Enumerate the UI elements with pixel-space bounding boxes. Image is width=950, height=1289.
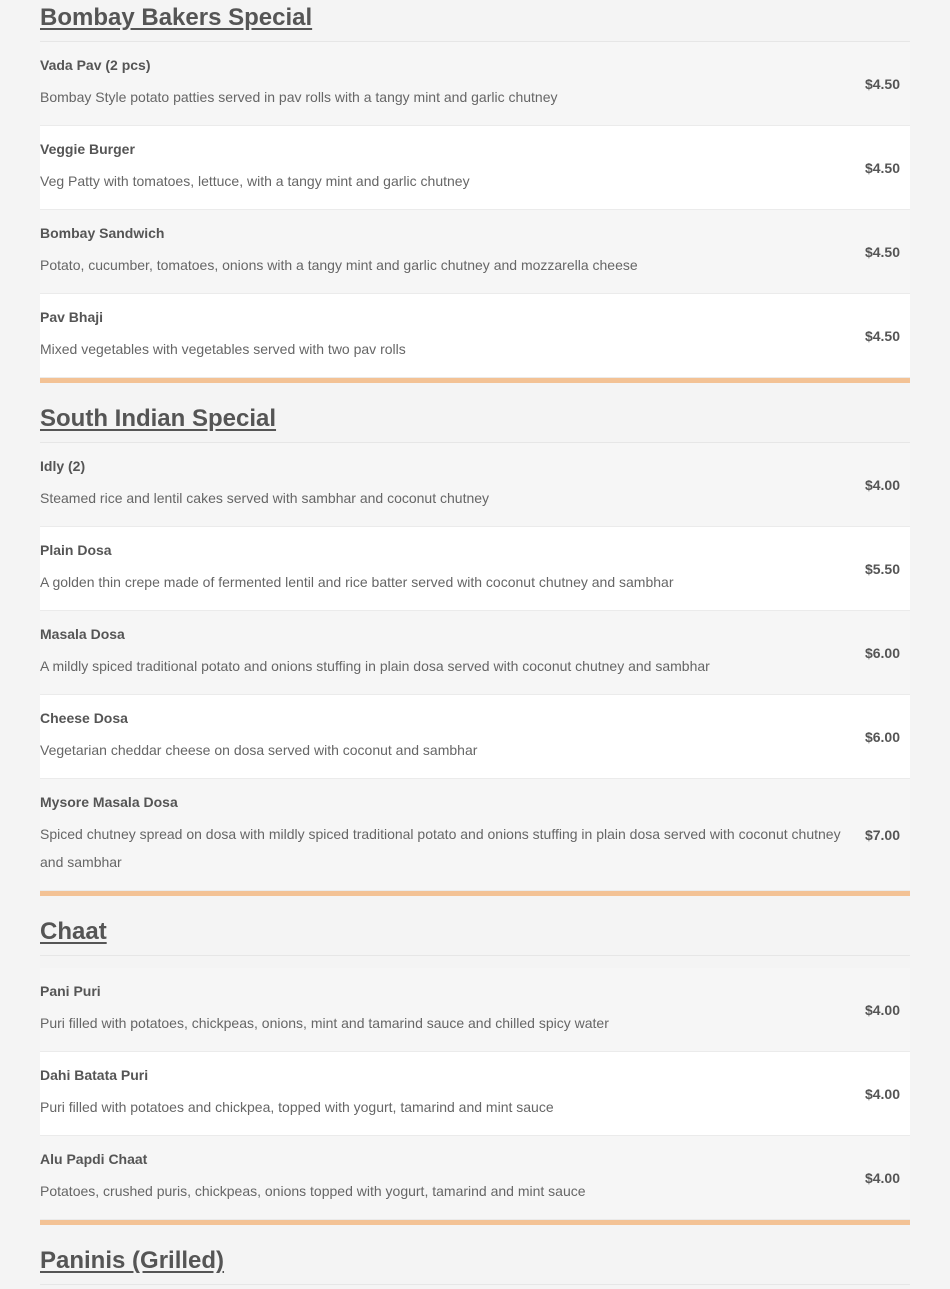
item-price: $4.00 <box>864 1085 900 1102</box>
item-price: $5.50 <box>864 560 900 577</box>
section-title: Paninis (Grilled) <box>40 1237 910 1285</box>
item-description: A mildly spiced traditional potato and onions stuffing in plain dosa served with coconut chutney and sambhar <box>40 658 710 674</box>
item-price: $4.00 <box>864 476 900 493</box>
item-text <box>40 793 865 876</box>
item-text <box>40 56 865 111</box>
menu-item[interactable] <box>40 1052 910 1136</box>
item-text <box>40 457 865 512</box>
item-description: Mixed vegetables with vegetables served with two pav rolls <box>40 341 406 357</box>
item-name: Plain Dosa <box>40 542 112 558</box>
item-description: Potato, cucumber, tomatoes, onions with a tangy mint and garlic chutney and mozzarella cheese <box>40 257 638 273</box>
item-name: Pav Bhaji <box>40 309 104 325</box>
item-name: Veggie Burger <box>40 141 135 157</box>
item-description: Steamed rice and lentil cakes served with sambhar and coconut chutney <box>40 490 490 506</box>
item-description: Puri filled with potatoes and chickpea, topped with yogurt, tamarind and mint sauce <box>40 1099 554 1115</box>
menu-items <box>40 443 910 891</box>
menu-items <box>40 42 910 378</box>
item-name: Masala Dosa <box>40 626 125 642</box>
item-text <box>40 982 865 1037</box>
item-description: Potatoes, crushed puris, chickpeas, onions topped with yogurt, tamarind and mint sauce <box>40 1183 586 1199</box>
item-text <box>40 625 865 680</box>
menu-item[interactable] <box>40 611 910 695</box>
item-name: Alu Papdi Chaat <box>40 1151 148 1167</box>
section-south-indian-special <box>40 395 910 908</box>
item-name: Idly (2) <box>40 458 86 474</box>
menu-item[interactable] <box>40 126 910 210</box>
item-price: $6.00 <box>864 728 900 745</box>
menu-item[interactable] <box>40 968 910 1052</box>
menu-item[interactable] <box>40 1136 910 1220</box>
section-gap <box>40 896 910 908</box>
item-description: Bombay Style potato patties served in pav rolls with a tangy mint and garlic chutney <box>40 89 558 105</box>
section-gap <box>40 1225 910 1237</box>
item-text <box>40 140 865 195</box>
item-price: $7.00 <box>864 826 900 843</box>
item-description: Vegetarian cheddar cheese on dosa served with coconut and sambhar <box>40 742 478 758</box>
item-price: $4.00 <box>864 1169 900 1186</box>
item-name: Mysore Masala Dosa <box>40 794 178 810</box>
item-price: $6.00 <box>864 644 900 661</box>
section-bombay-bakers-special <box>40 0 910 395</box>
item-description: A golden thin crepe made of fermented lentil and rice batter served with coconut chutney and sambhar <box>40 574 674 590</box>
section-gap <box>40 383 910 395</box>
menu-item[interactable] <box>40 294 910 378</box>
menu-item[interactable] <box>40 695 910 779</box>
menu-item[interactable] <box>40 210 910 294</box>
section-title: South Indian Special <box>40 395 910 443</box>
item-name: Bombay Sandwich <box>40 225 165 241</box>
section-title: Bombay Bakers Special <box>40 0 910 42</box>
section-title: Chaat <box>40 908 910 956</box>
item-price: $4.00 <box>864 1001 900 1018</box>
item-price: $4.50 <box>864 327 900 344</box>
section-paninis-grilled <box>40 1237 910 1285</box>
section-chaat <box>40 908 910 1237</box>
item-text <box>40 1150 865 1205</box>
menu <box>40 0 910 1285</box>
item-text <box>40 1066 865 1121</box>
item-text <box>40 224 865 279</box>
item-description: Veg Patty with tomatoes, lettuce, with a tangy mint and garlic chutney <box>40 173 470 189</box>
item-text <box>40 709 865 764</box>
item-description: Puri filled with potatoes, chickpeas, onions, mint and tamarind sauce and chilled spicy water <box>40 1015 609 1031</box>
menu-item[interactable] <box>40 443 910 527</box>
item-name: Cheese Dosa <box>40 710 128 726</box>
menu-item[interactable] <box>40 42 910 126</box>
menu-item[interactable] <box>40 527 910 611</box>
item-text <box>40 308 865 363</box>
menu-items <box>40 968 910 1220</box>
section-gap <box>40 956 910 968</box>
item-name: Pani Puri <box>40 983 101 999</box>
item-price: $4.50 <box>864 159 900 176</box>
item-name: Dahi Batata Puri <box>40 1067 149 1083</box>
item-description: Spiced chutney spread on dosa with mildly spiced traditional potato and onions stuffing in plain dosa served with coconut chutney and sambhar <box>40 826 841 870</box>
item-name: Vada Pav (2 pcs) <box>40 57 151 73</box>
menu-item[interactable] <box>40 779 910 891</box>
item-price: $4.50 <box>864 243 900 260</box>
item-text <box>40 541 865 596</box>
item-price: $4.50 <box>864 75 900 92</box>
